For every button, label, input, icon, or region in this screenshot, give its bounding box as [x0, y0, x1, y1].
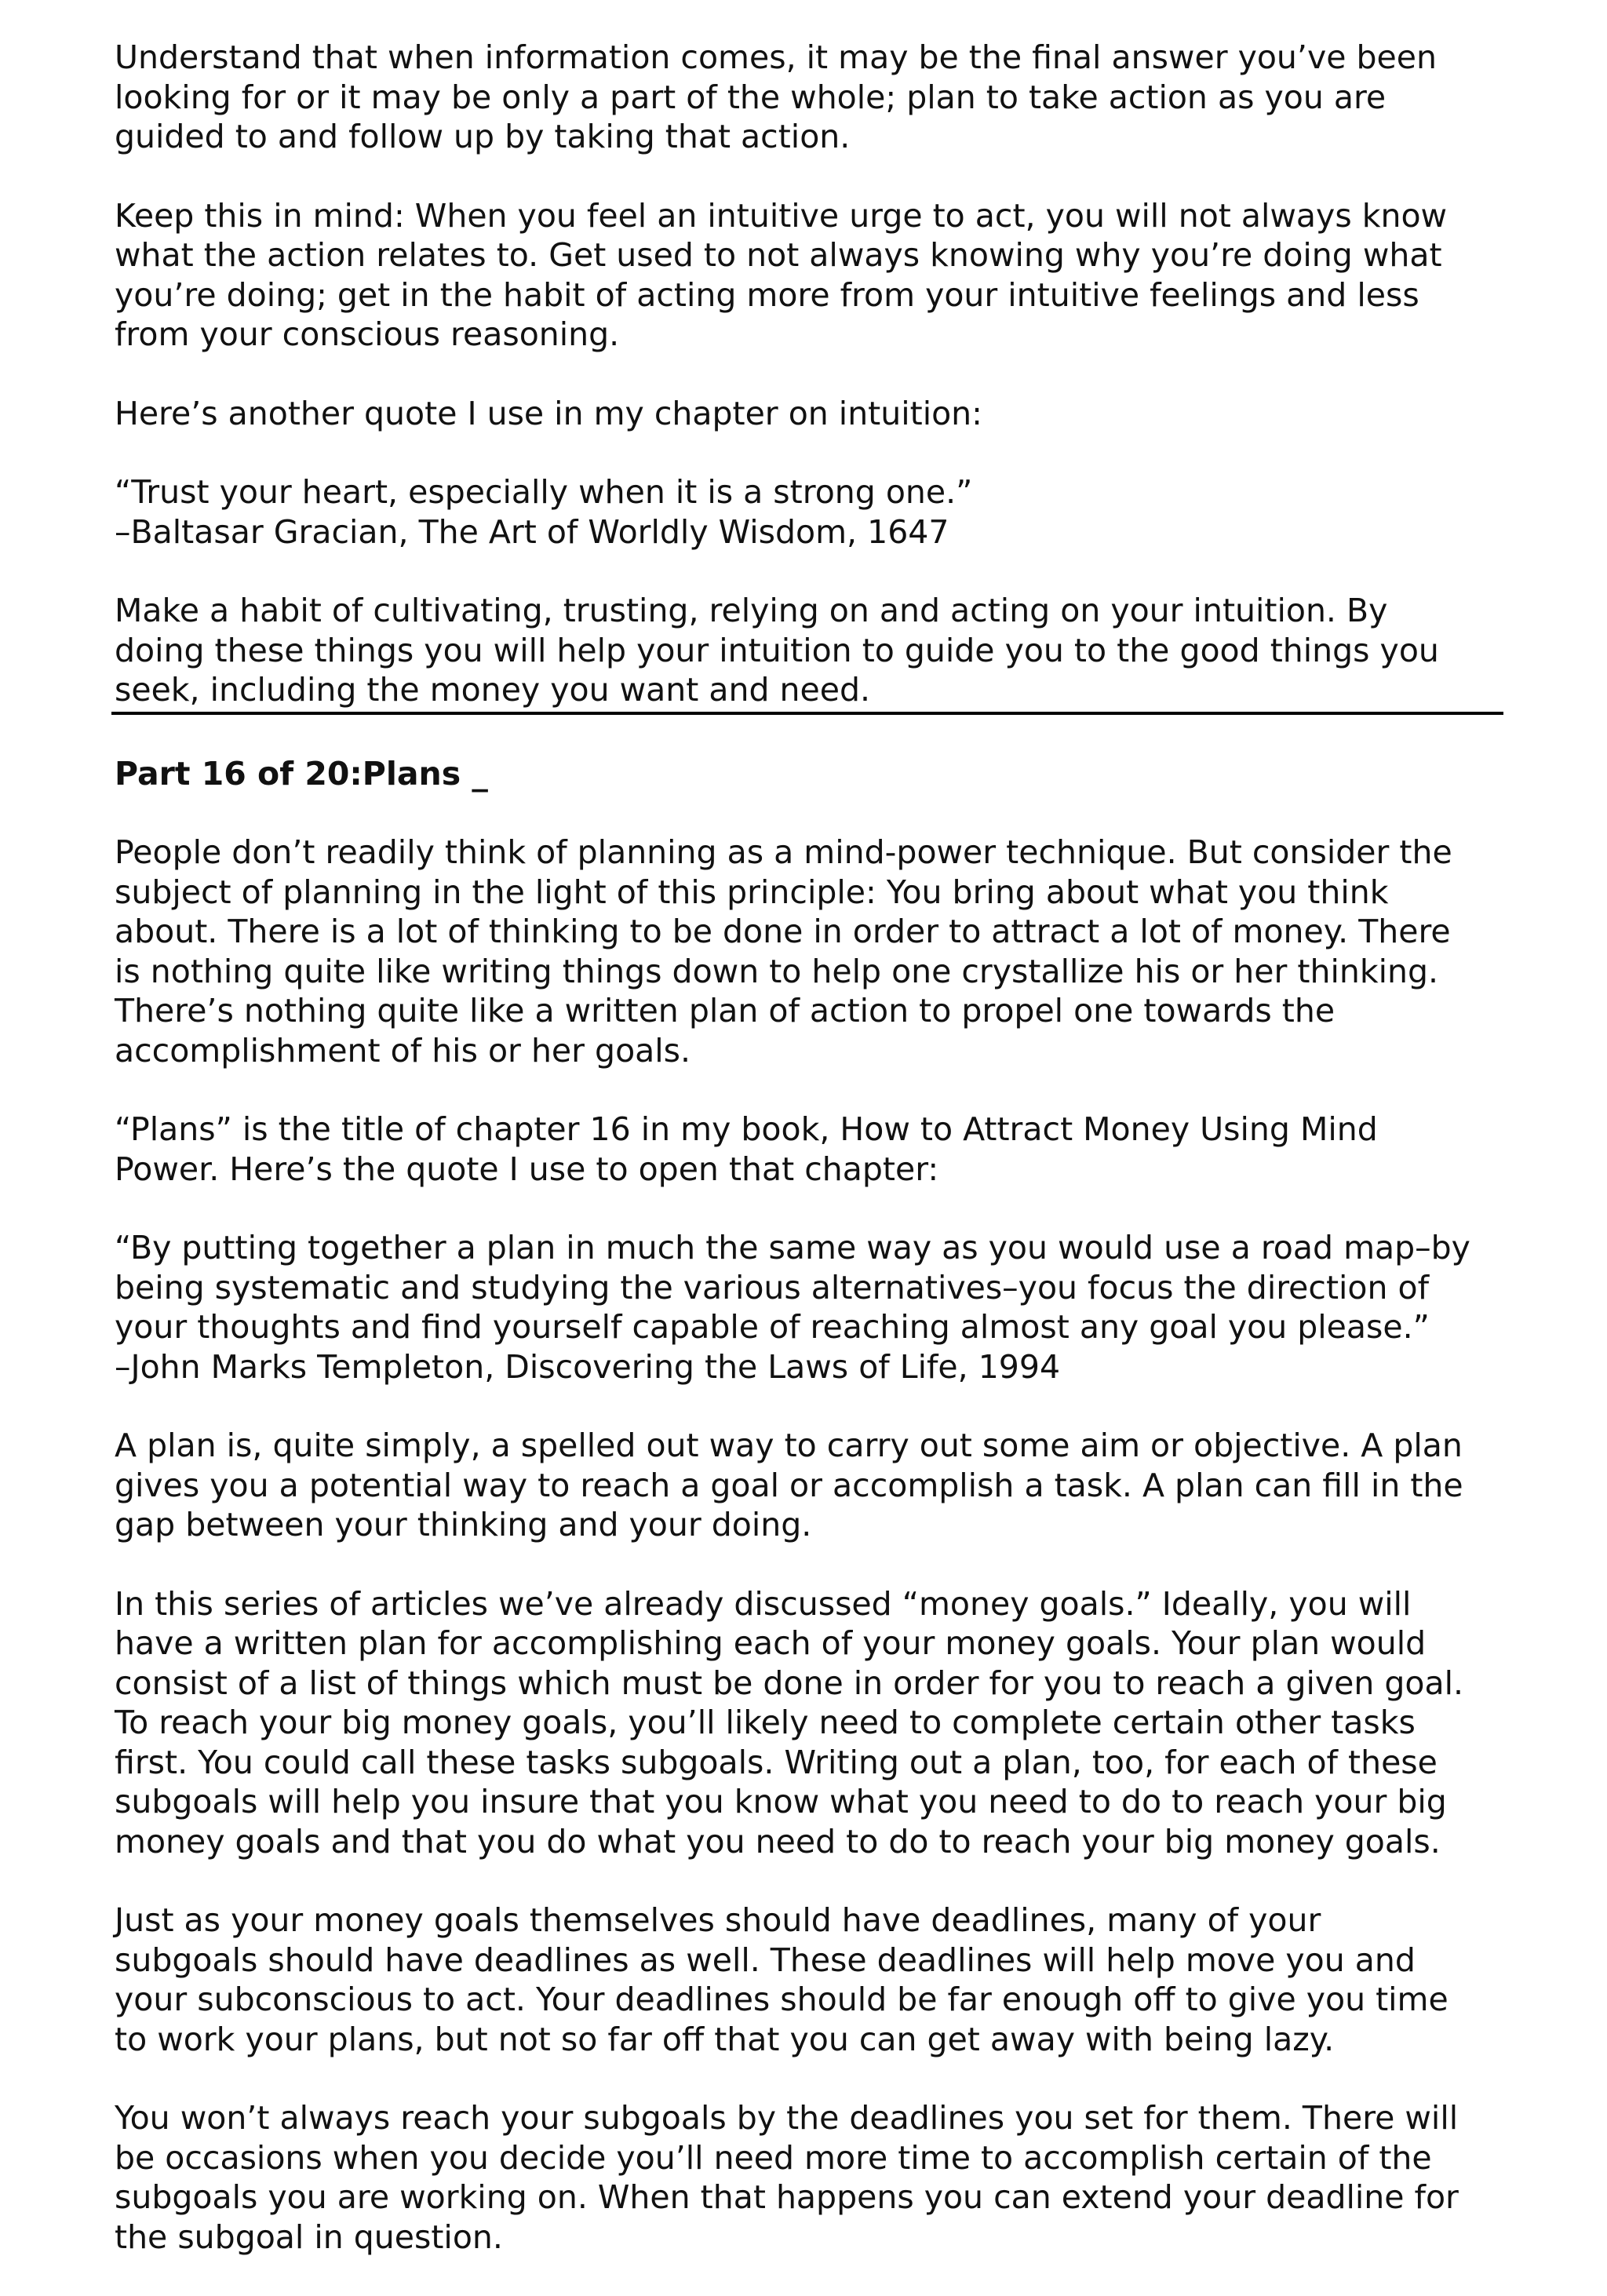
paragraph-intuitive-info: Understand that when information comes, it may be the final answer you’ve been looking for or it may be only a part of the whole; plan to take action as you are guided to and follow up by taking that action.: [115, 38, 1437, 155]
paragraph-make-a-habit: Make a habit of cultivating, trusting, relying on and acting on your intuition. By doing these things you will help your intuition to guide you to the good things you seek, including the money you want and need.: [115, 592, 1439, 709]
paragraph-planning-mind-power: People don’t readily think of planning as a mind-power technique. But consider the subject of planning in the light of this principle: You bring about what you think about. There is a lot of thinking to be done in order to attract a lot of money. There is nothing quite like writing things down to help one crystallize his or her thinking. There’s nothing quite like a written plan of action to propel one towards the accomplishment of his or her goals.: [115, 833, 1452, 1070]
quote-templeton: “By putting together a plan in much the same way as you would use a road map–by being systematic and studying the various alternatives–you focus the direction of your thoughts and find yourself capable of reaching almost any goal you please.” –John Marks Templeton, Discovering the Laws of Life, 1994: [115, 1229, 1470, 1386]
section-divider: [111, 712, 1503, 715]
quote-gracian: “Trust your heart, especially when it is a strong one.” –Baltasar Gracian, The Art of Worldly Wisdom, 1647: [115, 473, 973, 551]
paragraph-another-quote-intro: Here’s another quote I use in my chapter on intuition:: [115, 394, 982, 432]
document-page: [115, 38, 1511, 2296]
paragraph-plan-definition: A plan is, quite simply, a spelled out way to carry out some aim or objective. A plan gives you a potential way to reach a goal or accomplish a task. A plan can fill in the gap between your thinking and your doing.: [115, 1427, 1463, 1543]
section-heading: Part 16 of 20:Plans _: [115, 754, 488, 793]
paragraph-extend-deadline: You won’t always reach your subgoals by the deadlines you set for them. There will be occasions when you decide you’ll need more time to accomplish certain of the subgoals you are working on. When that happens you can extend your deadline for the subgoal in question.: [115, 2099, 1459, 2256]
paragraph-money-goals: In this series of articles we’ve already discussed “money goals.” Ideally, you will have a written plan for accomplishing each of your money goals. Your plan would consist of a list of things which must be done in order for you to reach a given goal. To reach your big money goals, you’ll likely need to complete certain other tasks first. You could call these tasks subgoals. Writing out a plan, too, for each of these subgoals will help you insure that you know what you need to do to reach your big money goals and that you do what you need to do to reach your big money goals.: [115, 1584, 1464, 1860]
paragraph-plans-chapter: “Plans” is the title of chapter 16 in my book, How to Attract Money Using Mind Power. Here’s the quote I use to open that chapter:: [115, 1110, 1378, 1188]
paragraph-keep-in-mind: Keep this in mind: When you feel an intuitive urge to act, you will not always know what the action relates to. Get used to not always knowing why you’re doing what you’re doing; get in the habit of acting more from your intuitive feelings and less from your conscious reasoning.: [115, 196, 1448, 353]
paragraph-deadlines: Just as your money goals themselves should have deadlines, many of your subgoals should have deadlines as well. These deadlines will help move you and your subconscious to act. Your deadlines should be far enough off to give you time to work your plans, but not so far off that you can get away with being lazy.: [115, 1901, 1448, 2058]
